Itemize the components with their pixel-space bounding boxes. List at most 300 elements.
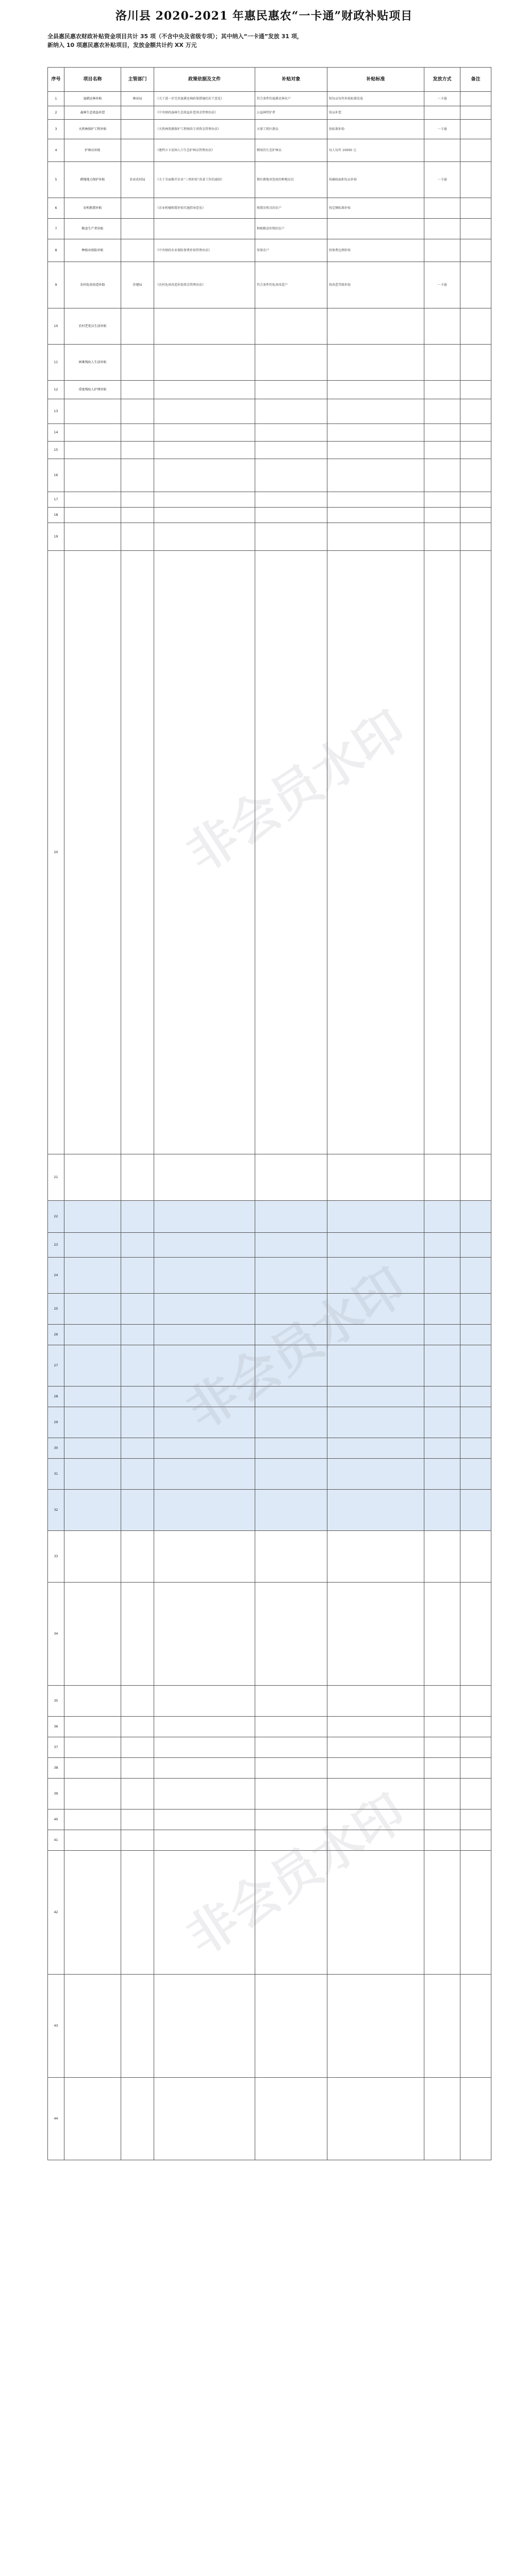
cell-basis (154, 1583, 255, 1686)
cell-note (460, 551, 491, 1154)
cell-dept: 农业农村局 (121, 162, 154, 198)
cell-name (64, 1201, 121, 1233)
cell-method (424, 1345, 460, 1387)
header-basis: 政策依据及文件 (154, 68, 255, 92)
cell-object: 符合条件的危房改造户 (255, 262, 327, 308)
cell-dept (121, 1717, 154, 1737)
table-row (48, 424, 491, 442)
cell-name: 种植业保险补贴 (64, 239, 121, 262)
cell-object (255, 1779, 327, 1809)
cell-seq: 40 (48, 1809, 64, 1830)
cell-method (424, 1407, 460, 1438)
cell-object (255, 1201, 327, 1233)
cell-note (460, 1438, 491, 1459)
cell-object (255, 1851, 327, 1975)
cell-name: 困难残疾人生活补贴 (64, 345, 121, 381)
cell-object (255, 1809, 327, 1830)
cell-standard (327, 492, 424, 508)
cell-note (460, 442, 491, 459)
cell-dept (121, 424, 154, 442)
cell-method (424, 1531, 460, 1583)
cell-dept (121, 2078, 154, 2160)
cell-name (64, 1851, 121, 1975)
cell-name (64, 459, 121, 492)
cell-note (460, 239, 491, 262)
cell-seq: 25 (48, 1294, 64, 1325)
cell-name (64, 1758, 121, 1779)
document-intro (47, 32, 491, 50)
cell-standard (327, 1737, 424, 1758)
table-row (48, 1325, 491, 1345)
table-row (48, 551, 491, 1154)
cell-basis (154, 1233, 255, 1258)
cell-standard (327, 381, 424, 399)
cell-basis (154, 308, 255, 345)
cell-method (424, 1737, 460, 1758)
cell-seq: 11 (48, 345, 64, 381)
cell-name (64, 442, 121, 459)
cell-dept (121, 1737, 154, 1758)
cell-note (460, 1387, 491, 1407)
cell-basis (154, 1531, 255, 1583)
cell-dept (121, 399, 154, 424)
cell-standard (327, 1154, 424, 1201)
cell-note (460, 345, 491, 381)
cell-method (424, 1438, 460, 1459)
cell-object: 公益林管护者 (255, 106, 327, 120)
table-row (48, 1686, 491, 1717)
cell-name: 农村危房改造补助 (64, 262, 121, 308)
cell-note (460, 1345, 491, 1387)
cell-note (460, 1583, 491, 1686)
cell-name (64, 551, 121, 1154)
cell-name (64, 1294, 121, 1325)
table-body (48, 92, 491, 2160)
cell-standard (327, 1294, 424, 1325)
cell-standard (327, 1459, 424, 1490)
cell-name: 重度残疾人护理补贴 (64, 381, 121, 399)
cell-dept (121, 1809, 154, 1830)
cell-basis (154, 1717, 255, 1737)
cell-name: 农机购置补贴 (64, 198, 121, 219)
table-row (48, 1258, 491, 1294)
cell-name: 农村老党员生活补贴 (64, 308, 121, 345)
cell-basis (154, 1201, 255, 1233)
cell-dept: 住建局 (121, 262, 154, 308)
cell-basis (154, 1490, 255, 1531)
cell-basis (154, 1737, 255, 1758)
cell-basis (154, 523, 255, 551)
cell-object (255, 308, 327, 345)
cell-dept (121, 459, 154, 492)
cell-seq: 43 (48, 1975, 64, 2078)
cell-standard (327, 1233, 424, 1258)
cell-note (460, 399, 491, 424)
cell-standard (327, 1809, 424, 1830)
cell-method (424, 219, 460, 239)
cell-seq: 21 (48, 1154, 64, 1201)
cell-name (64, 1258, 121, 1294)
cell-name (64, 508, 121, 523)
cell-standard: 按定额标准补贴 (327, 198, 424, 219)
cell-method (424, 139, 460, 162)
cell-note (460, 1686, 491, 1717)
cell-note (460, 508, 491, 523)
table-row (48, 219, 491, 239)
cell-basis (154, 508, 255, 523)
cell-note (460, 1154, 491, 1201)
cell-seq: 8 (48, 239, 64, 262)
table-row (48, 1809, 491, 1830)
table-row (48, 92, 491, 106)
cell-standard (327, 1779, 424, 1809)
cell-note (460, 1325, 491, 1345)
cell-object (255, 1325, 327, 1345)
table-row (48, 459, 491, 492)
table-row (48, 508, 491, 523)
cell-basis (154, 1258, 255, 1294)
cell-name: 森林生态效益补偿 (64, 106, 121, 120)
cell-dept (121, 381, 154, 399)
cell-dept (121, 551, 154, 1154)
cell-seq: 17 (48, 492, 64, 508)
cell-dept (121, 198, 154, 219)
cell-dept (121, 1975, 154, 2078)
cell-note (460, 424, 491, 442)
cell-seq: 29 (48, 1407, 64, 1438)
cell-basis (154, 442, 255, 459)
cell-seq: 24 (48, 1258, 64, 1294)
cell-standard (327, 1438, 424, 1459)
cell-basis (154, 1459, 255, 1490)
table-row (48, 442, 491, 459)
cell-standard (327, 523, 424, 551)
cell-note (460, 106, 491, 120)
cell-note (460, 1779, 491, 1809)
cell-method (424, 551, 460, 1154)
cell-method: 一卡通 (424, 92, 460, 106)
cell-seq: 39 (48, 1779, 64, 1809)
cell-standard (327, 1201, 424, 1233)
cell-basis (154, 1154, 255, 1201)
cell-standard (327, 424, 424, 442)
cell-standard (327, 1851, 424, 1975)
cell-basis (154, 381, 255, 399)
table-row (48, 1975, 491, 2078)
cell-seq: 18 (48, 508, 64, 523)
cell-note (460, 198, 491, 219)
cell-basis (154, 2078, 255, 2160)
cell-seq: 31 (48, 1459, 64, 1490)
cell-basis: 《中央财政森林生态效益补偿基金管理办法》 (154, 106, 255, 120)
cell-seq: 26 (48, 1325, 64, 1345)
subsidy-table (47, 67, 491, 2160)
table-row (48, 1717, 491, 1737)
table-row (48, 198, 491, 219)
cell-standard (327, 1686, 424, 1717)
cell-method (424, 523, 460, 551)
cell-method (424, 1258, 460, 1294)
cell-note (460, 381, 491, 399)
cell-object (255, 2078, 327, 2160)
cell-dept (121, 308, 154, 345)
cell-method (424, 198, 460, 219)
cell-basis (154, 1686, 255, 1717)
cell-seq: 33 (48, 1531, 64, 1583)
cell-note (460, 523, 491, 551)
cell-dept (121, 1154, 154, 1201)
cell-object (255, 345, 327, 381)
cell-note (460, 308, 491, 345)
cell-standard (327, 459, 424, 492)
cell-note (460, 120, 491, 139)
cell-standard (327, 308, 424, 345)
cell-method (424, 308, 460, 345)
cell-note (460, 262, 491, 308)
table-row (48, 523, 491, 551)
cell-object: 拥有耕地承包权的种地农民 (255, 162, 327, 198)
cell-note (460, 1294, 491, 1325)
cell-standard (327, 2078, 424, 2160)
cell-seq: 27 (48, 1345, 64, 1387)
cell-name (64, 1154, 121, 1201)
header-name: 项目名称 (64, 68, 121, 92)
table-row (48, 120, 491, 139)
cell-seq: 44 (48, 2078, 64, 2160)
cell-method (424, 1233, 460, 1258)
cell-seq: 22 (48, 1201, 64, 1233)
table-row (48, 1233, 491, 1258)
cell-note (460, 1975, 491, 2078)
cell-seq: 20 (48, 551, 64, 1154)
cell-dept (121, 1779, 154, 1809)
table-row (48, 1531, 491, 1583)
table-row (48, 1407, 491, 1438)
table-header-row (48, 68, 491, 92)
cell-seq: 37 (48, 1737, 64, 1758)
cell-dept (121, 219, 154, 239)
header-seq: 序号 (48, 68, 64, 92)
cell-seq: 9 (48, 262, 64, 308)
cell-object (255, 1758, 327, 1779)
cell-method (424, 508, 460, 523)
cell-standard (327, 1387, 424, 1407)
cell-method (424, 1490, 460, 1531)
cell-note (460, 219, 491, 239)
cell-name: 粮食生产者补贴 (64, 219, 121, 239)
cell-name (64, 1737, 121, 1758)
cell-dept (121, 1294, 154, 1325)
cell-seq: 13 (48, 399, 64, 424)
cell-dept (121, 1233, 154, 1258)
table-row (48, 139, 491, 162)
table-row (48, 1459, 491, 1490)
cell-name (64, 2078, 121, 2160)
cell-object (255, 424, 327, 442)
cell-seq: 30 (48, 1438, 64, 1459)
cell-note (460, 2078, 491, 2160)
cell-dept (121, 442, 154, 459)
cell-method (424, 1717, 460, 1737)
cell-dept (121, 1407, 154, 1438)
cell-basis (154, 1407, 255, 1438)
cell-basis: 《中央财政农业保险保费补贴管理办法》 (154, 239, 255, 262)
cell-basis (154, 1438, 255, 1459)
cell-seq: 5 (48, 162, 64, 198)
table-row (48, 1154, 491, 1201)
cell-object (255, 551, 327, 1154)
table-row (48, 1583, 491, 1686)
cell-seq: 42 (48, 1851, 64, 1975)
cell-name: 护林员补助 (64, 139, 121, 162)
cell-basis (154, 1758, 255, 1779)
cell-basis: 《天然林资源保护工程财政专项资金管理办法》 (154, 120, 255, 139)
cell-method (424, 1758, 460, 1779)
cell-method (424, 424, 460, 442)
cell-object: 种植粮食作物的农户 (255, 219, 327, 239)
cell-method (424, 1583, 460, 1686)
cell-seq: 23 (48, 1233, 64, 1258)
cell-object (255, 1717, 327, 1737)
cell-seq: 38 (48, 1758, 64, 1779)
cell-name (64, 1233, 121, 1258)
cell-dept (121, 139, 154, 162)
cell-note (460, 1851, 491, 1975)
watermark-text: 非会员水印 (176, 1783, 416, 1967)
cell-name (64, 1830, 121, 1851)
cell-standard (327, 551, 424, 1154)
cell-object (255, 459, 327, 492)
cell-basis (154, 459, 255, 492)
cell-method (424, 1851, 460, 1975)
cell-dept (121, 1201, 154, 1233)
cell-name (64, 1345, 121, 1387)
cell-standard (327, 1325, 424, 1345)
cell-basis: 《农业机械购置补贴实施指导意见》 (154, 198, 255, 219)
cell-method: 一卡通 (424, 120, 460, 139)
cell-dept (121, 1345, 154, 1387)
cell-name (64, 424, 121, 442)
cell-note (460, 459, 491, 492)
cell-standard (327, 1407, 424, 1438)
table-row (48, 345, 491, 381)
cell-seq: 3 (48, 120, 64, 139)
cell-standard (327, 219, 424, 239)
cell-standard (327, 1258, 424, 1294)
cell-standard: 按标准补助 (327, 120, 424, 139)
cell-note (460, 162, 491, 198)
cell-method (424, 442, 460, 459)
cell-method (424, 1325, 460, 1345)
cell-dept (121, 345, 154, 381)
header-method: 发放方式 (424, 68, 460, 92)
watermark-text: 非会员水印 (176, 700, 416, 884)
cell-note (460, 1258, 491, 1294)
cell-standard (327, 1758, 424, 1779)
cell-note (460, 1531, 491, 1583)
cell-name (64, 1490, 121, 1531)
cell-dept (121, 1531, 154, 1583)
cell-basis (154, 399, 255, 424)
cell-name (64, 1407, 121, 1438)
cell-dept (121, 1851, 154, 1975)
intro-line-2: 新纳入 10 项惠民惠农补贴项目，发放金额共计约 XX 万元 (47, 42, 197, 48)
cell-note (460, 492, 491, 508)
cell-basis (154, 219, 255, 239)
cell-basis: 《关于进一步完善退耕还林政策措施的若干意见》 (154, 92, 255, 106)
cell-method (424, 1294, 460, 1325)
cell-dept (121, 239, 154, 262)
cell-basis (154, 1975, 255, 2078)
cell-dept (121, 508, 154, 523)
table-row (48, 1294, 491, 1325)
header-standard: 补贴标准 (327, 68, 424, 92)
cell-standard: 按亩补偿 (327, 106, 424, 120)
cell-dept (121, 1686, 154, 1717)
header-object: 补贴对象 (255, 68, 327, 92)
cell-method (424, 1201, 460, 1233)
cell-standard: 按保费比例补贴 (327, 239, 424, 262)
cell-object (255, 492, 327, 508)
cell-object (255, 1583, 327, 1686)
cell-method: 一卡通 (424, 262, 460, 308)
cell-name (64, 1975, 121, 2078)
cell-seq: 34 (48, 1583, 64, 1686)
table-row (48, 1851, 491, 1975)
table-row (48, 1438, 491, 1459)
cell-basis (154, 1851, 255, 1975)
cell-object (255, 1459, 327, 1490)
cell-dept (121, 1758, 154, 1779)
cell-name: 天然林保护工程补贴 (64, 120, 121, 139)
cell-dept (121, 1459, 154, 1490)
cell-dept (121, 106, 154, 120)
cell-dept (121, 1325, 154, 1345)
cell-dept (121, 1258, 154, 1294)
cell-name: 耕地地力保护补贴 (64, 162, 121, 198)
cell-object (255, 1686, 327, 1717)
cell-basis (154, 492, 255, 508)
cell-object (255, 399, 327, 424)
cell-dept (121, 1830, 154, 1851)
cell-object (255, 442, 327, 459)
table-row (48, 162, 491, 198)
cell-object (255, 1258, 327, 1294)
cell-object (255, 1345, 327, 1387)
cell-dept: 林业局 (121, 92, 154, 106)
cell-basis (154, 1830, 255, 1851)
cell-name (64, 1531, 121, 1583)
cell-seq: 41 (48, 1830, 64, 1851)
cell-seq: 28 (48, 1387, 64, 1407)
cell-note (460, 1459, 491, 1490)
cell-note (460, 1717, 491, 1737)
cell-note (460, 1809, 491, 1830)
table-row (48, 1830, 491, 1851)
cell-object: 符合条件的退耕还林农户 (255, 92, 327, 106)
cell-standard: 每人每年 10000 元 (327, 139, 424, 162)
cell-seq: 32 (48, 1490, 64, 1531)
cell-note (460, 1407, 491, 1438)
cell-seq: 7 (48, 219, 64, 239)
cell-basis (154, 345, 255, 381)
cell-standard: 按确权面积每亩补贴 (327, 162, 424, 198)
cell-name (64, 1459, 121, 1490)
cell-method (424, 492, 460, 508)
cell-object (255, 1737, 327, 1758)
cell-dept (121, 1583, 154, 1686)
cell-basis: 《关于全面推开农业“三项补贴”改革工作的通知》 (154, 162, 255, 198)
